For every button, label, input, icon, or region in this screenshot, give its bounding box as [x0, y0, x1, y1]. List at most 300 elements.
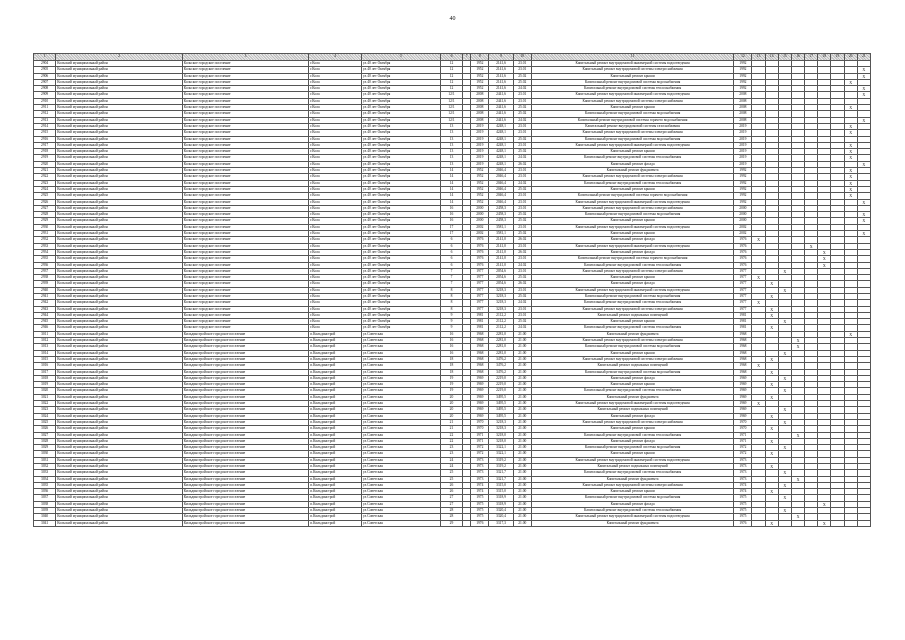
table-cell: п.Кильдинстрой	[309, 331, 362, 337]
year-mark-cell: X	[844, 79, 857, 85]
table-cell: 3034	[34, 476, 56, 482]
table-cell: г.Кола	[309, 123, 362, 129]
table-cell: Капитальный ремонт внутридомовой системы электроснабжения	[531, 174, 733, 180]
table-cell: 1992	[734, 193, 752, 199]
table-cell: Капитальный ремонт подвальных помещений	[531, 407, 733, 413]
table-cell: Кольское городское поселение	[182, 224, 309, 230]
table-cell: п.Кильдинстрой	[309, 470, 362, 476]
table-cell: Капитальный ремонт внутридомовой системы водоснабжения	[531, 369, 733, 375]
table-cell: ул.40 лет Октября	[361, 237, 440, 243]
table-cell: ул.Советская	[361, 401, 440, 407]
table-cell: 1973	[734, 476, 752, 482]
table-cell: 1992	[734, 168, 752, 174]
table-cell: 1992	[734, 61, 752, 67]
table-cell: ул.Советская	[361, 375, 440, 381]
table-cell: 3321,7	[489, 476, 513, 482]
table-cell: Кольский муниципальный район	[56, 155, 183, 161]
table-cell: 1975	[734, 501, 752, 507]
table-cell: 21.00	[513, 432, 531, 438]
table-cell: Кильдинстройское городское поселение	[182, 508, 309, 514]
table-cell: 1975	[734, 495, 752, 501]
table-cell: 2000	[734, 218, 752, 224]
year-mark-cell: X	[778, 287, 791, 293]
table-cell: п.Кильдинстрой	[309, 438, 362, 444]
table-cell: 1976	[734, 237, 752, 243]
table-cell: 2141,6	[489, 67, 513, 73]
table-cell: 25.02	[513, 212, 531, 218]
table-cell: Капитальный ремонт крыши	[531, 275, 733, 281]
year-mark-cell: X	[844, 149, 857, 155]
table-cell: 21.00	[513, 501, 531, 507]
table-cell: Кольский муниципальный район	[56, 79, 183, 85]
table-cell: 3218,3	[489, 293, 513, 299]
table-cell: Кильдинстройское городское поселение	[182, 470, 309, 476]
table-cell: г.Кола	[309, 212, 362, 218]
table-cell: 2441,6	[489, 111, 513, 117]
table-cell: 2219,0	[489, 375, 513, 381]
table-cell: 1976	[471, 262, 489, 268]
table-cell: Кильдинстройское городское поселение	[182, 495, 309, 501]
table-cell: 19	[440, 375, 462, 381]
table-cell: Кильдинстройское городское поселение	[182, 445, 309, 451]
table-row	[34, 520, 871, 526]
table-cell: 2008	[734, 92, 752, 98]
table-cell: Кольское городское поселение	[182, 193, 309, 199]
table-cell: ул.Советская	[361, 464, 440, 470]
table-cell: Кильдинстройское городское поселение	[182, 388, 309, 394]
table-cell: Кольское городское поселение	[182, 312, 309, 318]
table-cell: 1973	[471, 457, 489, 463]
table-cell: 1971	[734, 432, 752, 438]
table-cell: Кольское городское поселение	[182, 142, 309, 148]
table-cell: 3495,5	[489, 413, 513, 419]
table-cell: ул.Советская	[361, 514, 440, 520]
table-cell: г.Кола	[309, 293, 362, 299]
table-cell: Кольское городское поселение	[182, 268, 309, 274]
year-mark-cell	[805, 520, 818, 526]
table-cell: ул.40 лет Октября	[361, 67, 440, 73]
table-cell: Кольское городское поселение	[182, 168, 309, 174]
year-mark-cell	[778, 520, 791, 526]
table-cell: Кольский муниципальный район	[56, 199, 183, 205]
table-cell: 1972	[734, 445, 752, 451]
year-mark-cell: X	[765, 312, 778, 318]
year-mark-cell: X	[765, 464, 778, 470]
table-cell: 2441,6	[489, 98, 513, 104]
table-cell: Капитальный ремонт внутридомовой системы горячего водоснабжения	[531, 256, 733, 262]
table-cell: 2141,0	[489, 256, 513, 262]
table-cell: 1952	[471, 193, 489, 199]
table-cell: 3218,3	[489, 300, 513, 306]
table-cell: Кольское городское поселение	[182, 237, 309, 243]
table-cell: п.Кильдинстрой	[309, 413, 362, 419]
table-cell: 3318,9	[489, 501, 513, 507]
table-cell: 2019	[734, 123, 752, 129]
table-cell: Кольский муниципальный район	[56, 495, 183, 501]
table-cell: Кольское городское поселение	[182, 117, 309, 123]
table-cell: 23.01	[513, 92, 531, 98]
table-cell: 12/1	[440, 111, 462, 117]
table-cell: п.Кильдинстрой	[309, 482, 362, 488]
table-cell: Кольский муниципальный район	[56, 514, 183, 520]
table-cell: Кольский муниципальный район	[56, 394, 183, 400]
year-mark-cell: X	[844, 193, 857, 199]
table-cell: Кольский муниципальный район	[56, 419, 183, 425]
table-cell: Капитальный ремонт внутридомовой системы электроснабжения	[531, 356, 733, 362]
table-cell: Капитальный ремонт внутридомовой системы электроснабжения	[531, 482, 733, 488]
table-cell: 26.02	[513, 281, 531, 287]
table-cell: 1977	[734, 287, 752, 293]
table-cell: Капитальный ремонт фасада	[531, 237, 733, 243]
table-cell: 3031	[34, 457, 56, 463]
table-cell: Кольский муниципальный район	[56, 312, 183, 318]
table-cell: 14	[440, 174, 462, 180]
table-cell: 23.01	[513, 205, 531, 211]
table-cell: Капитальный ремонт внутридомовой системы теплоснабжения	[531, 262, 733, 268]
table-cell: п.Кильдинстрой	[309, 401, 362, 407]
table-cell: 1974	[734, 482, 752, 488]
table-cell: 2046,4	[489, 174, 513, 180]
table-cell: ул.40 лет Октября	[361, 193, 440, 199]
table-cell: Капитальный ремонт внутридомовой системы водоснабжения	[531, 79, 733, 85]
table-cell: п.Кильдинстрой	[309, 344, 362, 350]
table-cell: 21.00	[513, 407, 531, 413]
table-cell: 1968	[734, 363, 752, 369]
table-cell: Кольский муниципальный район	[56, 92, 183, 98]
table-cell: 1952	[471, 174, 489, 180]
table-cell: 2141,6	[489, 86, 513, 92]
table-cell: Кольское городское поселение	[182, 287, 309, 293]
table-cell: ул.40 лет Октября	[361, 205, 440, 211]
table-cell: 3218,0	[489, 438, 513, 444]
table-cell: п.Кильдинстрой	[309, 432, 362, 438]
table-cell: ул.Советская	[361, 470, 440, 476]
table-cell: г.Кола	[309, 111, 362, 117]
table-cell: Кольское городское поселение	[182, 73, 309, 79]
table-cell: г.Кола	[309, 117, 362, 123]
table-cell: 2008	[471, 105, 489, 111]
table-cell: ул.Советская	[361, 419, 440, 425]
table-cell: г.Кола	[309, 73, 362, 79]
table-cell: Кольское городское поселение	[182, 111, 309, 117]
table-cell: Капитальный ремонт внутридомовой инженерной системы водоотведения	[531, 457, 733, 463]
year-mark-cell: X	[765, 293, 778, 299]
table-cell: Капитальный ремонт крыши	[531, 489, 733, 495]
table-cell: 2000	[734, 205, 752, 211]
table-cell: 23.01	[513, 306, 531, 312]
table-cell: 21.00	[513, 476, 531, 482]
table-cell: ул.Советская	[361, 382, 440, 388]
table-cell: 2923	[34, 180, 56, 186]
table-cell: Кольский муниципальный район	[56, 388, 183, 394]
table-cell: 1968	[734, 350, 752, 356]
table-cell: г.Кола	[309, 199, 362, 205]
year-mark-cell: X	[778, 407, 791, 413]
table-cell: 19	[440, 388, 462, 394]
table-cell: Кольский муниципальный район	[56, 275, 183, 281]
year-mark-cell: X	[778, 482, 791, 488]
table-cell: Кольское городское поселение	[182, 293, 309, 299]
table-cell: ул.40 лет Октября	[361, 224, 440, 230]
table-cell: 4248,1	[489, 155, 513, 161]
table-cell: 2945	[34, 319, 56, 325]
table-cell: 1968	[734, 331, 752, 337]
table-cell: 1969	[734, 413, 752, 419]
table-cell: 1969	[734, 394, 752, 400]
table-cell: 2008	[734, 117, 752, 123]
table-cell: Кильдинстройское городское поселение	[182, 501, 309, 507]
table-cell: 2008	[471, 111, 489, 117]
table-cell: 25.02	[513, 319, 531, 325]
table-cell: Кильдинстройское городское поселение	[182, 489, 309, 495]
table-cell: 2925	[34, 193, 56, 199]
table-cell: п.Кильдинстрой	[309, 508, 362, 514]
column-header: 16	[791, 54, 804, 61]
table-cell: г.Кола	[309, 218, 362, 224]
repair-program-table-sheet	[33, 53, 871, 527]
table-cell: Кольский муниципальный район	[56, 520, 183, 526]
table-cell: 2909	[34, 92, 56, 98]
table-cell: 1969	[471, 375, 489, 381]
table-cell: г.Кола	[309, 130, 362, 136]
table-cell: 2008	[471, 92, 489, 98]
table-cell: 16	[440, 205, 462, 211]
table-cell: Кольский муниципальный район	[56, 256, 183, 262]
table-cell: г.Кола	[309, 86, 362, 92]
column-header: 5	[361, 54, 440, 61]
table-cell: 3476,2	[489, 363, 513, 369]
table-cell: 3038	[34, 501, 56, 507]
table-cell: 21.00	[513, 489, 531, 495]
table-cell: п.Кильдинстрой	[309, 457, 362, 463]
table-cell: 21.00	[513, 508, 531, 514]
table-cell: 3018	[34, 375, 56, 381]
table-cell: ул.40 лет Октября	[361, 231, 440, 237]
table-cell: Кольский муниципальный район	[56, 508, 183, 514]
table-cell: 2441,6	[489, 105, 513, 111]
column-header: 17	[805, 54, 818, 61]
table-cell: 20	[440, 401, 462, 407]
year-mark-cell: X	[765, 369, 778, 375]
table-cell: Кольский муниципальный район	[56, 174, 183, 180]
table-cell: ул.Советская	[361, 451, 440, 457]
table-cell: ул.40 лет Октября	[361, 300, 440, 306]
table-cell: 2937	[34, 268, 56, 274]
year-mark-cell: X	[844, 142, 857, 148]
table-cell: ул.Советская	[361, 457, 440, 463]
table-cell: Кольский муниципальный район	[56, 375, 183, 381]
table-cell: 1968	[734, 369, 752, 375]
year-mark-cell: X	[805, 243, 818, 249]
table-cell: 23.01	[513, 123, 531, 129]
table-cell: Кильдинстройское городское поселение	[182, 457, 309, 463]
table-cell: ул.40 лет Октября	[361, 287, 440, 293]
table-cell: 1977	[734, 268, 752, 274]
table-cell: 1976	[734, 243, 752, 249]
year-mark-cell: X	[844, 186, 857, 192]
table-cell: ул.Советская	[361, 476, 440, 482]
table-cell: г.Кола	[309, 231, 362, 237]
table-cell: Капитальный ремонт внутридомовой системы электроснабжения	[531, 338, 733, 344]
table-cell: 2458,3	[489, 218, 513, 224]
table-cell: ул.40 лет Октября	[361, 161, 440, 167]
table-cell: Кольское городское поселение	[182, 243, 309, 249]
table-cell: 22	[440, 438, 462, 444]
table-cell: ул.Советская	[361, 356, 440, 362]
table-cell: Капитальный ремонт внутридомовой системы водоснабжения	[531, 344, 733, 350]
table-cell: Капитальный ремонт внутридомовой системы теплоснабжения	[531, 388, 733, 394]
table-cell: 21.00	[513, 382, 531, 388]
table-cell: 1976	[734, 262, 752, 268]
table-cell: Кольский муниципальный район	[56, 470, 183, 476]
table-cell: Кольское городское поселение	[182, 86, 309, 92]
table-cell: Кольский муниципальный район	[56, 98, 183, 104]
table-cell: 12	[440, 79, 462, 85]
table-cell: 27	[440, 495, 462, 501]
table-cell: Кольское городское поселение	[182, 136, 309, 142]
table-cell: 2917	[34, 142, 56, 148]
table-cell: Кильдинстройское городское поселение	[182, 413, 309, 419]
column-header: 13	[752, 54, 765, 61]
table-cell: 25.02	[513, 186, 531, 192]
table-cell: ул.40 лет Октября	[361, 111, 440, 117]
table-cell: 2002	[471, 224, 489, 230]
table-cell: 1977	[471, 300, 489, 306]
table-cell: Кильдинстройское городское поселение	[182, 350, 309, 356]
table-cell: Кольский муниципальный район	[56, 407, 183, 413]
table-cell: г.Кола	[309, 155, 362, 161]
table-cell: 2141,6	[489, 61, 513, 67]
table-cell: 6	[440, 262, 462, 268]
table-cell: 12	[440, 67, 462, 73]
table-cell: 21.00	[513, 350, 531, 356]
table-cell: г.Кола	[309, 61, 362, 67]
table-cell: Капитальный ремонт внутридомовой системы электроснабжения	[531, 419, 733, 425]
table-cell: Кильдинстройское городское поселение	[182, 407, 309, 413]
table-cell: 2141,0	[489, 262, 513, 268]
year-mark-cell: X	[778, 375, 791, 381]
year-mark-cell: X	[857, 212, 870, 218]
table-cell: 2019	[471, 161, 489, 167]
table-cell: Кольский муниципальный район	[56, 149, 183, 155]
table-cell: 3013	[34, 344, 56, 350]
table-cell: Капитальный ремонт подвальных помещений	[531, 312, 733, 318]
column-header: 18	[818, 54, 831, 61]
table-cell: 3319,2	[489, 457, 513, 463]
table-cell: п.Кильдинстрой	[309, 375, 362, 381]
table-cell: 25.02	[513, 149, 531, 155]
table-cell: 2441,6	[489, 92, 513, 98]
table-cell: 21	[440, 426, 462, 432]
table-cell: 2942	[34, 300, 56, 306]
table-cell: 2219,0	[489, 388, 513, 394]
table-cell: Кольский муниципальный район	[56, 401, 183, 407]
table-cell: 2907	[34, 79, 56, 85]
table-cell: 2019	[471, 155, 489, 161]
table-cell: Кильдинстройское городское поселение	[182, 476, 309, 482]
table-cell: 13	[440, 155, 462, 161]
table-cell: 2008	[734, 111, 752, 117]
table-cell: Капитальный ремонт внутридомовой системы теплоснабжения	[531, 300, 733, 306]
table-cell: Кольское городское поселение	[182, 186, 309, 192]
table-cell: Капитальный ремонт крыши	[531, 73, 733, 79]
table-cell: 1975	[734, 514, 752, 520]
year-mark-cell: X	[791, 514, 804, 520]
table-cell: Капитальный ремонт внутридомовой системы горячего водоснабжения	[531, 193, 733, 199]
table-cell: 2935	[34, 256, 56, 262]
table-cell: 13	[440, 123, 462, 129]
table-cell: 2944	[34, 312, 56, 318]
table-cell: Кильдинстройское городское поселение	[182, 344, 309, 350]
table-cell: 2019	[734, 149, 752, 155]
table-cell: ул.Советская	[361, 508, 440, 514]
table-cell: г.Кола	[309, 193, 362, 199]
table-cell: 24	[440, 464, 462, 470]
table-cell: 12	[440, 86, 462, 92]
table-cell: ул.40 лет Октября	[361, 136, 440, 142]
table-cell: 2046,4	[489, 168, 513, 174]
table-cell: 1971	[471, 438, 489, 444]
table-cell: 20	[440, 413, 462, 419]
year-mark-cell: X	[752, 237, 765, 243]
table-cell: 3495,5	[489, 401, 513, 407]
table-cell: 23.01	[513, 61, 531, 67]
table-cell: 1969	[734, 375, 752, 381]
table-cell: п.Кильдинстрой	[309, 445, 362, 451]
table-cell: 8	[440, 300, 462, 306]
table-cell: Кольский муниципальный район	[56, 319, 183, 325]
table-cell: п.Кильдинстрой	[309, 501, 362, 507]
table-cell: 1975	[471, 508, 489, 514]
table-cell: 1969	[734, 382, 752, 388]
table-cell: 1972	[471, 445, 489, 451]
table-cell: Капитальный ремонт внутридомовой системы электроснабжения	[531, 205, 733, 211]
table-cell: 24.02	[513, 155, 531, 161]
table-cell: 2141,0	[489, 237, 513, 243]
year-mark-cell: X	[778, 495, 791, 501]
table-cell: Кильдинстройское городское поселение	[182, 482, 309, 488]
table-cell: 1975	[471, 501, 489, 507]
year-mark-cell: X	[752, 275, 765, 281]
table-cell: Капитальный ремонт внутридомовой системы водоснабжения	[531, 111, 733, 117]
table-cell: 3320,4	[489, 508, 513, 514]
table-cell: Кольский муниципальный район	[56, 142, 183, 148]
table-cell: Капитальный ремонт внутридомовой инженерной системы водоотведения	[531, 61, 733, 67]
table-cell: Кольское городское поселение	[182, 319, 309, 325]
table-cell: Кольский муниципальный район	[56, 457, 183, 463]
table-cell: п.Кильдинстрой	[309, 464, 362, 470]
table-cell: Кольский муниципальный район	[56, 281, 183, 287]
table-cell: ул.Советская	[361, 407, 440, 413]
table-cell: ул.Советская	[361, 489, 440, 495]
table-cell: 26.02	[513, 161, 531, 167]
table-cell: Капитальный ремонт внутридомовой инженерной системы водоотведения	[531, 92, 733, 98]
table-cell: 25.02	[513, 231, 531, 237]
table-cell: Капитальный ремонт крыши	[531, 451, 733, 457]
table-cell: 3029	[34, 445, 56, 451]
table-header	[34, 54, 871, 61]
table-cell: 3015	[34, 356, 56, 362]
table-cell: ул.Советская	[361, 432, 440, 438]
table-cell: 2458,3	[489, 212, 513, 218]
table-cell: 7	[440, 281, 462, 287]
table-cell: 2922	[34, 174, 56, 180]
table-cell: 2932	[34, 237, 56, 243]
table-cell: 1970	[471, 426, 489, 432]
table-cell: 4248,1	[489, 136, 513, 142]
table-cell: 14	[440, 193, 462, 199]
table-cell: Кольский муниципальный район	[56, 105, 183, 111]
